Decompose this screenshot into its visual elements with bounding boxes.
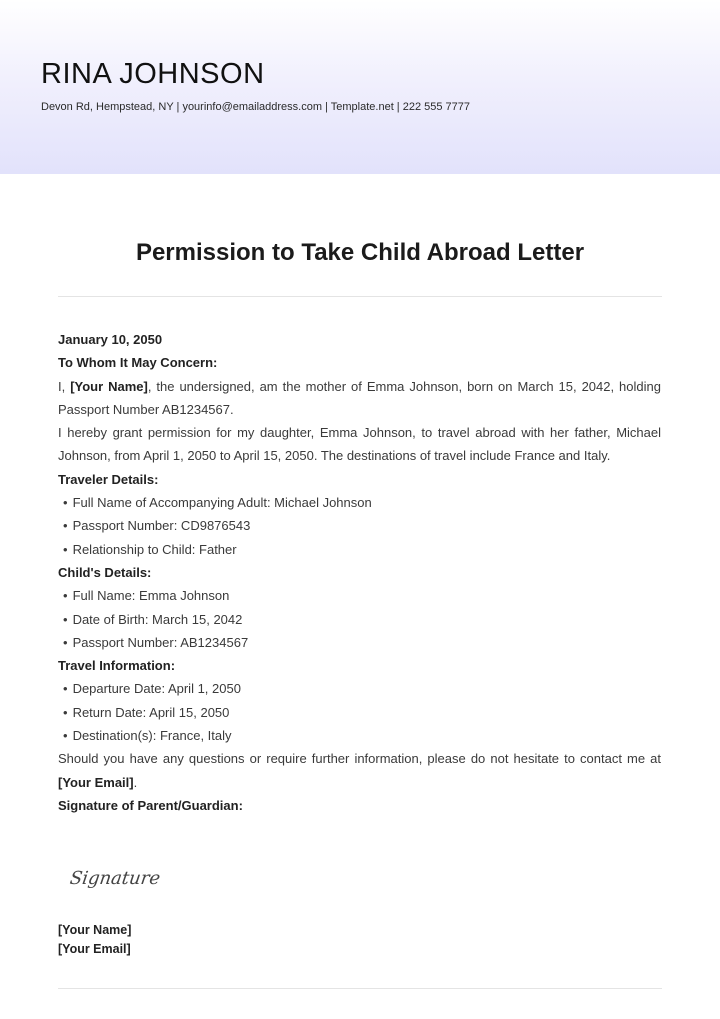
list-item: • Return Date: April 15, 2050 <box>58 701 661 724</box>
salutation: To Whom It May Concern: <box>58 355 218 371</box>
sender-contact-line: Devon Rd, Hempstead, NY | yourinfo@emailaddress.com | Template.net | 222 555 7777 <box>41 101 471 113</box>
list-item: • Passport Number: CD9876543 <box>58 514 661 537</box>
bottom-divider <box>58 988 662 989</box>
sender-name: RINA JOHNSON <box>41 58 265 90</box>
letter-body <box>58 328 661 817</box>
permission-paragraph: I hereby grant permission for my daughter, Emma Johnson, to travel abroad with her father, Michael Johnson, from April 1, 2050 to April 15, 2050. The destinations of travel include France and Italy. <box>58 425 661 464</box>
closing-text: Should you have any questions or require further information, please do not hesitate to contact me at <box>58 751 661 767</box>
child-details-heading: Child's Details: <box>58 564 152 580</box>
list-item: • Passport Number: AB1234567 <box>58 631 661 654</box>
intro-rest: , the undersigned, am the mother of Emma Johnson, born on March 15, 2042, holding Passport Number AB1234567. <box>58 378 661 417</box>
travel-information-heading: Travel Information: <box>58 658 176 674</box>
list-item: • Full Name: Emma Johnson <box>58 584 661 607</box>
closing-end: . <box>133 774 138 790</box>
your-email-placeholder: [Your Email] <box>58 774 134 790</box>
traveler-details-heading: Traveler Details: <box>58 471 159 487</box>
intro-prefix: I, <box>58 378 71 394</box>
list-item: • Full Name of Accompanying Adult: Michael Johnson <box>58 491 661 514</box>
signer-email: [Your Email] <box>58 942 131 956</box>
top-divider <box>58 296 662 297</box>
letter-date: January 10, 2050 <box>58 332 163 347</box>
list-item: • Relationship to Child: Father <box>58 538 661 561</box>
closing-paragraph <box>58 747 661 794</box>
your-name-placeholder: [Your Name] <box>70 378 148 394</box>
intro-paragraph <box>58 375 661 422</box>
letter-title: Permission to Take Child Abroad Letter <box>135 239 585 266</box>
list-item: • Date of Birth: March 15, 2042 <box>58 608 661 631</box>
list-item: • Destination(s): France, Italy <box>58 724 661 747</box>
handwritten-signature: Signature <box>68 868 162 889</box>
signature-heading: Signature of Parent/Guardian: <box>58 797 243 813</box>
signer-name: [Your Name] <box>58 923 132 937</box>
list-item: • Departure Date: April 1, 2050 <box>58 677 661 700</box>
